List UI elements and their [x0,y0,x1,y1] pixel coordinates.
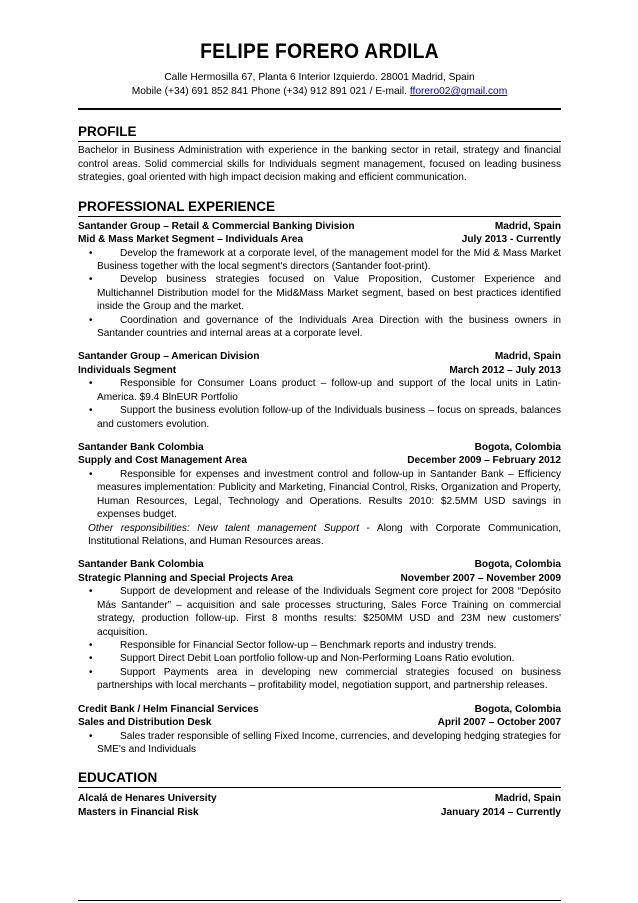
phone-text: Mobile (+34) 691 852 841 Phone (+34) 912 891 021 / E-mail. [131,86,410,97]
bullet-text: Develop the framework at a corporate level, of the management model for the Mid & Mass Market Business together with the local segment's directors (Santander foot-print). [97,247,561,272]
job-company: Santander Group – Retail & Commercial Banking Division [78,220,355,232]
candidate-name: FELIPE FORERO ARDILA [200,40,439,63]
bullet-text: Support the business evolution follow-up of the Individuals business – focus on spreads, balances and customers evolution. [97,405,561,430]
bullet-text: Responsible for Consumer Loans product – follow-up and support of the local units in Latin-America. $9.4 BlnEUR Portfolio [97,378,561,403]
job-company: Santander Bank Colombia [78,559,204,571]
email-link[interactable]: fforero02@gmail.com [409,86,508,97]
job-dates: March 2012 – July 2013 [449,364,561,376]
list-item [78,377,561,404]
list-item [78,404,561,431]
list-item [78,666,561,693]
job-role-row [78,454,561,468]
header-divider [78,108,561,110]
profile-heading: PROFILE [78,124,561,142]
footer-divider [78,900,561,901]
other-responsibilities [78,522,561,549]
bullet-icon: • [89,666,93,678]
contact-block [78,71,561,99]
job-company-row [78,220,561,234]
job-entry [78,220,561,341]
list-item [78,247,561,274]
profile-text: Bachelor in Business Administration with experience in the banking sector in retail, strategy and financial control areas. Solid commercial skills for Individuals segment management, focused on leading business strategies, goal oriented with high impact decision making and efficient communication. [78,145,561,183]
job-entry [78,558,561,692]
bullet-icon: • [89,274,93,286]
job-role: Sales and Distribution Desk [78,717,212,729]
job-dates: July 2013 - Currently [461,234,561,245]
education-section [78,770,561,819]
job-dates: April 2007 – October 2007 [437,717,561,729]
list-item [78,273,561,313]
job-company-row [78,558,561,572]
list-item [78,314,561,341]
bullet-icon: • [89,640,93,652]
bullet-icon: • [89,314,93,326]
education-school-row [78,792,561,806]
education-dates: January 2014 – Currently [440,806,561,818]
education-heading: EDUCATION [78,770,561,788]
list-item [78,585,561,639]
job-company: Santander Group – American Division [78,351,260,363]
job-entry [78,703,561,757]
job-list [78,220,561,757]
job-dates: November 2007 – November 2009 [400,572,561,584]
list-item [78,730,561,757]
education-degree: Masters in Financial Risk [78,806,199,818]
list-item [78,468,561,522]
bullet-icon: • [89,378,93,390]
bullet-icon: • [89,405,93,417]
job-bullets [78,585,561,692]
bullet-icon: • [89,247,93,259]
address-line: Calle Hermosilla 67, Planta 6 Interior Izquierdo. 28001 Madrid, Spain [164,72,475,83]
phone-email-line [78,85,561,99]
experience-heading: PROFESSIONAL EXPERIENCE [78,199,561,217]
job-company-row [78,703,561,717]
bullet-text: Support Direct Debit Loan portfolio follow-up and Non-Performing Loans Ratio evolution. [120,653,515,665]
job-company-row [78,441,561,455]
bullet-text: Coordination and governance of the Individuals Area Direction with the business owners in Santander countries and internal areas at a corporate level. [97,314,561,339]
job-location: Madrid, Spain [494,351,561,363]
job-company: Santander Bank Colombia [78,441,204,453]
education-degree-row [78,806,561,820]
bullet-text: Responsible for expenses and investment control and follow-up in Santander Bank – Efficiency measures implementation: Publicity and Marketing, Financial Control, Risks, Organization and Property, Human Resources, Legal, Technology and Operations. Results 2010: $2.5MM USD savings in expenses budget. [97,468,561,521]
other-text: - Along with Corporate Communication, Institutional Relations, and Human Resources areas. [88,522,561,547]
other-label: Other responsibilities: New talent management Support [88,522,360,534]
job-location: Bogota, Colombia [474,441,561,453]
job-role: Supply and Cost Management Area [78,455,248,467]
job-role-row [78,364,561,378]
bullet-text: Responsible for Financial Sector follow-up – Benchmark reports and industry trends. [120,640,497,652]
experience-section [78,199,561,757]
bullet-icon: • [89,653,93,665]
bullet-text: Support Payments area in developing new commercial strategies focused on business partnerships with local merchants – profitability model, negotiation support, and partnership releases. [97,666,561,692]
profile-section [78,124,561,185]
list-item [78,639,561,652]
job-role: Mid & Mass Market Segment – Individuals Area [78,234,304,245]
job-role: Individuals Segment [78,364,177,376]
job-location: Bogota, Colombia [474,559,561,571]
job-role-row [78,233,561,247]
job-bullets [78,377,561,431]
job-bullets [78,468,561,522]
job-role-row [78,572,561,586]
job-bullets [78,730,561,757]
job-dates: December 2009 – February 2012 [407,455,561,467]
bullet-text: Support de development and release of the Individuals Segment core project for 2008 “Depósito Más Santander” – acquisition and sale processes structuring, Sales Force Training on commercial strategy, production follow-up. First 8 months results: $250MM USD and 23M new customers' acquisition. [97,586,561,638]
job-bullets [78,247,561,341]
bullet-text: Sales trader responsible of selling Fixed Income, currencies, and developing hedging strategies for SME's and Individuals [97,730,562,756]
bullet-icon: • [89,730,93,742]
job-entry [78,350,561,431]
job-role-row [78,716,561,730]
list-item [78,652,561,665]
resume-page [78,0,561,819]
education-location: Madrid, Spain [494,793,561,805]
education-school: Alcalá de Henares University [78,793,217,805]
bullet-icon: • [89,468,93,480]
job-role: Strategic Planning and Special Projects Area [78,572,294,584]
job-company: Credit Bank / Helm Financial Services [78,703,259,715]
job-location: Madrid, Spain [494,220,561,232]
job-company-row [78,350,561,364]
bullet-text: Develop business strategies focused on Value Proposition, Customer Experience and Multichannel Distribution model for the Mid&Mass Market segment, based on best practices identified inside the Group and the market. [97,274,561,313]
job-entry [78,441,561,548]
bullet-icon: • [89,586,93,598]
job-location: Bogota, Colombia [474,703,561,715]
